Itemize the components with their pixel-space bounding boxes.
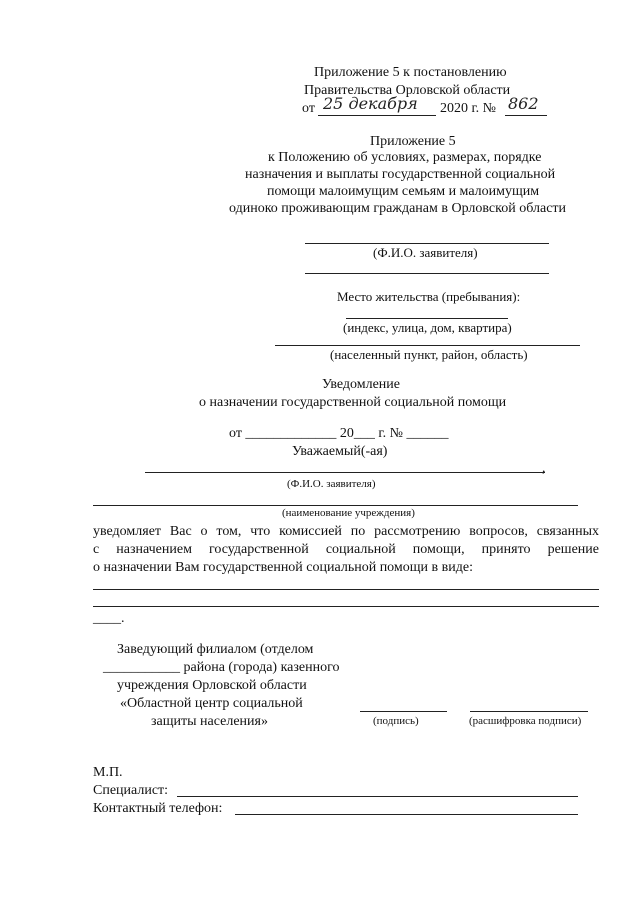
stamp-label: М.П. (93, 765, 123, 780)
specialist-line[interactable] (177, 796, 578, 797)
assistance-end-mark: ____. (93, 611, 125, 626)
header-line-2: Правительства Орловской области (304, 83, 511, 98)
address-caption: (индекс, улица, дом, квартира) (343, 320, 512, 335)
greeting: Уважаемый(-ая) (292, 444, 388, 459)
appendix-title: Приложение 5 (370, 134, 456, 149)
appendix-line-3: помощи малоимущим семьям и малоимущим (267, 184, 540, 199)
signature-line-1: Заведующий филиалом (отделом (117, 642, 314, 657)
address-line[interactable] (346, 318, 508, 319)
signature-field-line[interactable] (360, 711, 447, 712)
date-year: 2020 г. № (440, 101, 497, 116)
applicant-name-caption: (Ф.И.О. заявителя) (373, 245, 478, 260)
applicant-name-line[interactable] (305, 243, 549, 244)
number-underline (505, 115, 547, 116)
phone-label: Контактный телефон: (93, 801, 223, 816)
signature-caption: (подпись) (373, 715, 419, 727)
residence-label: Место жительства (пребывания): (337, 289, 521, 304)
notice-subtitle: о назначении государственной социальной помощи (199, 395, 507, 410)
body-line-3: о назначении Вам государственной социальной помощи в виде: (93, 560, 473, 575)
date-prefix: от (302, 101, 315, 116)
institution-line[interactable] (93, 505, 578, 506)
recipient-name-caption: (Ф.И.О. заявителя) (287, 478, 376, 490)
locality-caption: (населенный пункт, район, область) (330, 347, 528, 362)
phone-line[interactable] (235, 814, 578, 815)
notice-date-line: от _____________ 20___ г. № ______ (229, 426, 449, 441)
handwritten-date: 25 декабря (323, 94, 418, 113)
assistance-type-line-1[interactable] (93, 589, 599, 590)
body-line-2: с назначением государственной социальной помощи, принято решение (93, 542, 599, 557)
signature-line-3: учреждения Орловской области (117, 678, 307, 693)
signature-decode-caption: (расшифровка подписи) (469, 715, 582, 727)
header-line-1: Приложение 5 к постановлению (314, 65, 507, 80)
signature-decode-line[interactable] (470, 711, 588, 712)
appendix-line-4: одиноко проживающим гражданам в Орловской области (229, 201, 567, 216)
assistance-type-line-2[interactable] (93, 606, 599, 607)
date-underline (318, 115, 436, 116)
applicant-extra-line[interactable] (305, 273, 549, 274)
signature-line-4: «Областной центр социальной (120, 696, 303, 711)
signature-line-2: ___________ района (города) казенного (103, 660, 340, 675)
locality-line[interactable] (275, 345, 580, 346)
institution-caption: (наименование учреждения) (282, 507, 415, 519)
greeting-comma: , (542, 461, 546, 476)
specialist-label: Специалист: (93, 783, 169, 798)
body-line-1: уведомляет Вас о том, что комиссией по рассмотрению вопросов, связанных (93, 524, 599, 539)
recipient-name-line[interactable] (145, 472, 545, 473)
signature-line-5: защиты населения» (151, 714, 268, 729)
appendix-line-2: назначения и выплаты государственной социальной (245, 167, 556, 182)
appendix-line-1: к Положению об условиях, размерах, порядке (268, 150, 542, 165)
notice-title: Уведомление (322, 377, 401, 392)
handwritten-number: 862 (508, 94, 539, 113)
